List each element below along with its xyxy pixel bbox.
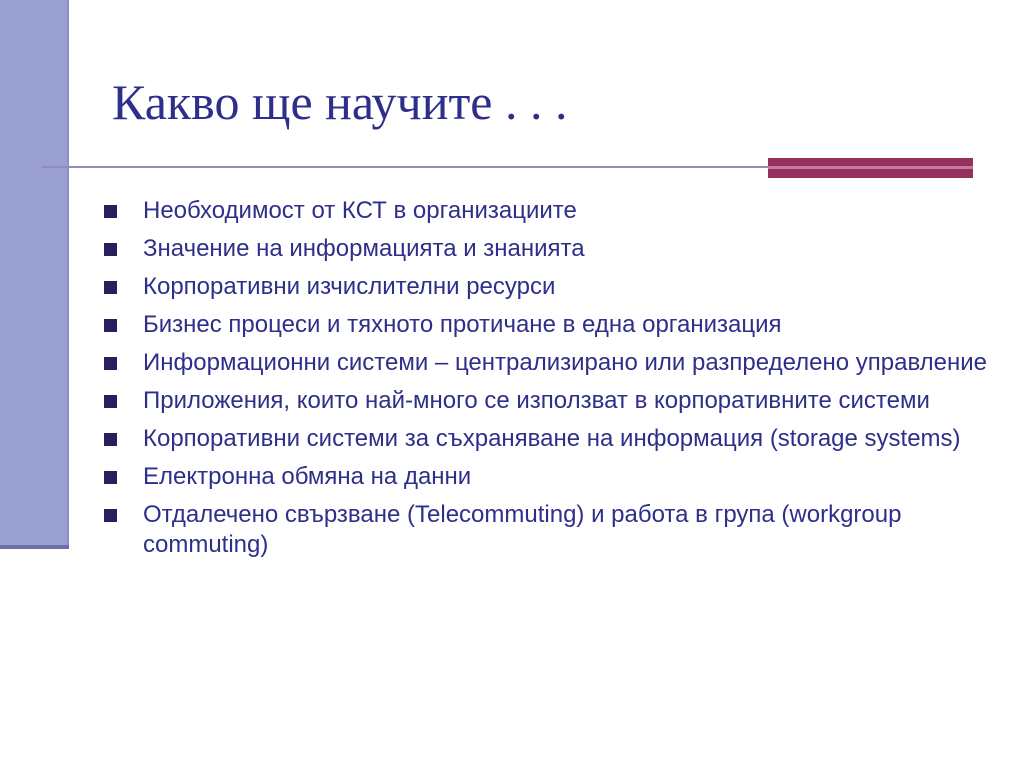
title-divider-line <box>42 166 770 168</box>
square-bullet-icon <box>104 281 117 294</box>
bullet-item <box>103 386 1003 416</box>
bullet-item <box>103 424 1003 454</box>
square-bullet-icon <box>104 357 117 370</box>
bullet-text: Електронна обмяна на данни <box>143 463 472 490</box>
square-bullet-icon <box>104 395 117 408</box>
left-bar-shadow <box>0 545 69 549</box>
bullet-item <box>103 348 1003 378</box>
bullet-text: Значение на информацията и знанията <box>143 235 585 262</box>
bullet-item <box>103 196 1003 226</box>
bullet-text: Бизнес процеси и тяхното протичане в една организация <box>143 311 782 338</box>
square-bullet-icon <box>104 509 117 522</box>
square-bullet-icon <box>104 205 117 218</box>
bullet-text: Корпоративни изчислителни ресурси <box>143 273 556 300</box>
slide-title: Какво ще научите . . . <box>112 74 568 130</box>
title-divider-accent-stripe <box>768 166 973 169</box>
bullet-list <box>103 196 1003 568</box>
bullet-text: Необходимост от КСТ в организациите <box>143 197 577 224</box>
bullet-text: Информационни системи – централизирано или разпределено управление <box>143 349 987 376</box>
square-bullet-icon <box>104 471 117 484</box>
square-bullet-icon <box>104 243 117 256</box>
bullet-item <box>103 500 1003 560</box>
bullet-item <box>103 462 1003 492</box>
square-bullet-icon <box>104 319 117 332</box>
bullet-text: Отдалечено свързване (Telecommuting) и работа в група (workgroup commuting) <box>143 501 902 558</box>
bullet-item <box>103 272 1003 302</box>
bullet-item <box>103 234 1003 264</box>
bullet-item <box>103 310 1003 340</box>
square-bullet-icon <box>104 433 117 446</box>
left-bar-edge <box>67 0 69 549</box>
bullet-text: Корпоративни системи за съхраняване на информация (storage systems) <box>143 425 961 452</box>
left-decorative-bar <box>0 0 67 545</box>
bullet-text: Приложения, които най-много се използват в корпоративните системи <box>143 387 930 414</box>
